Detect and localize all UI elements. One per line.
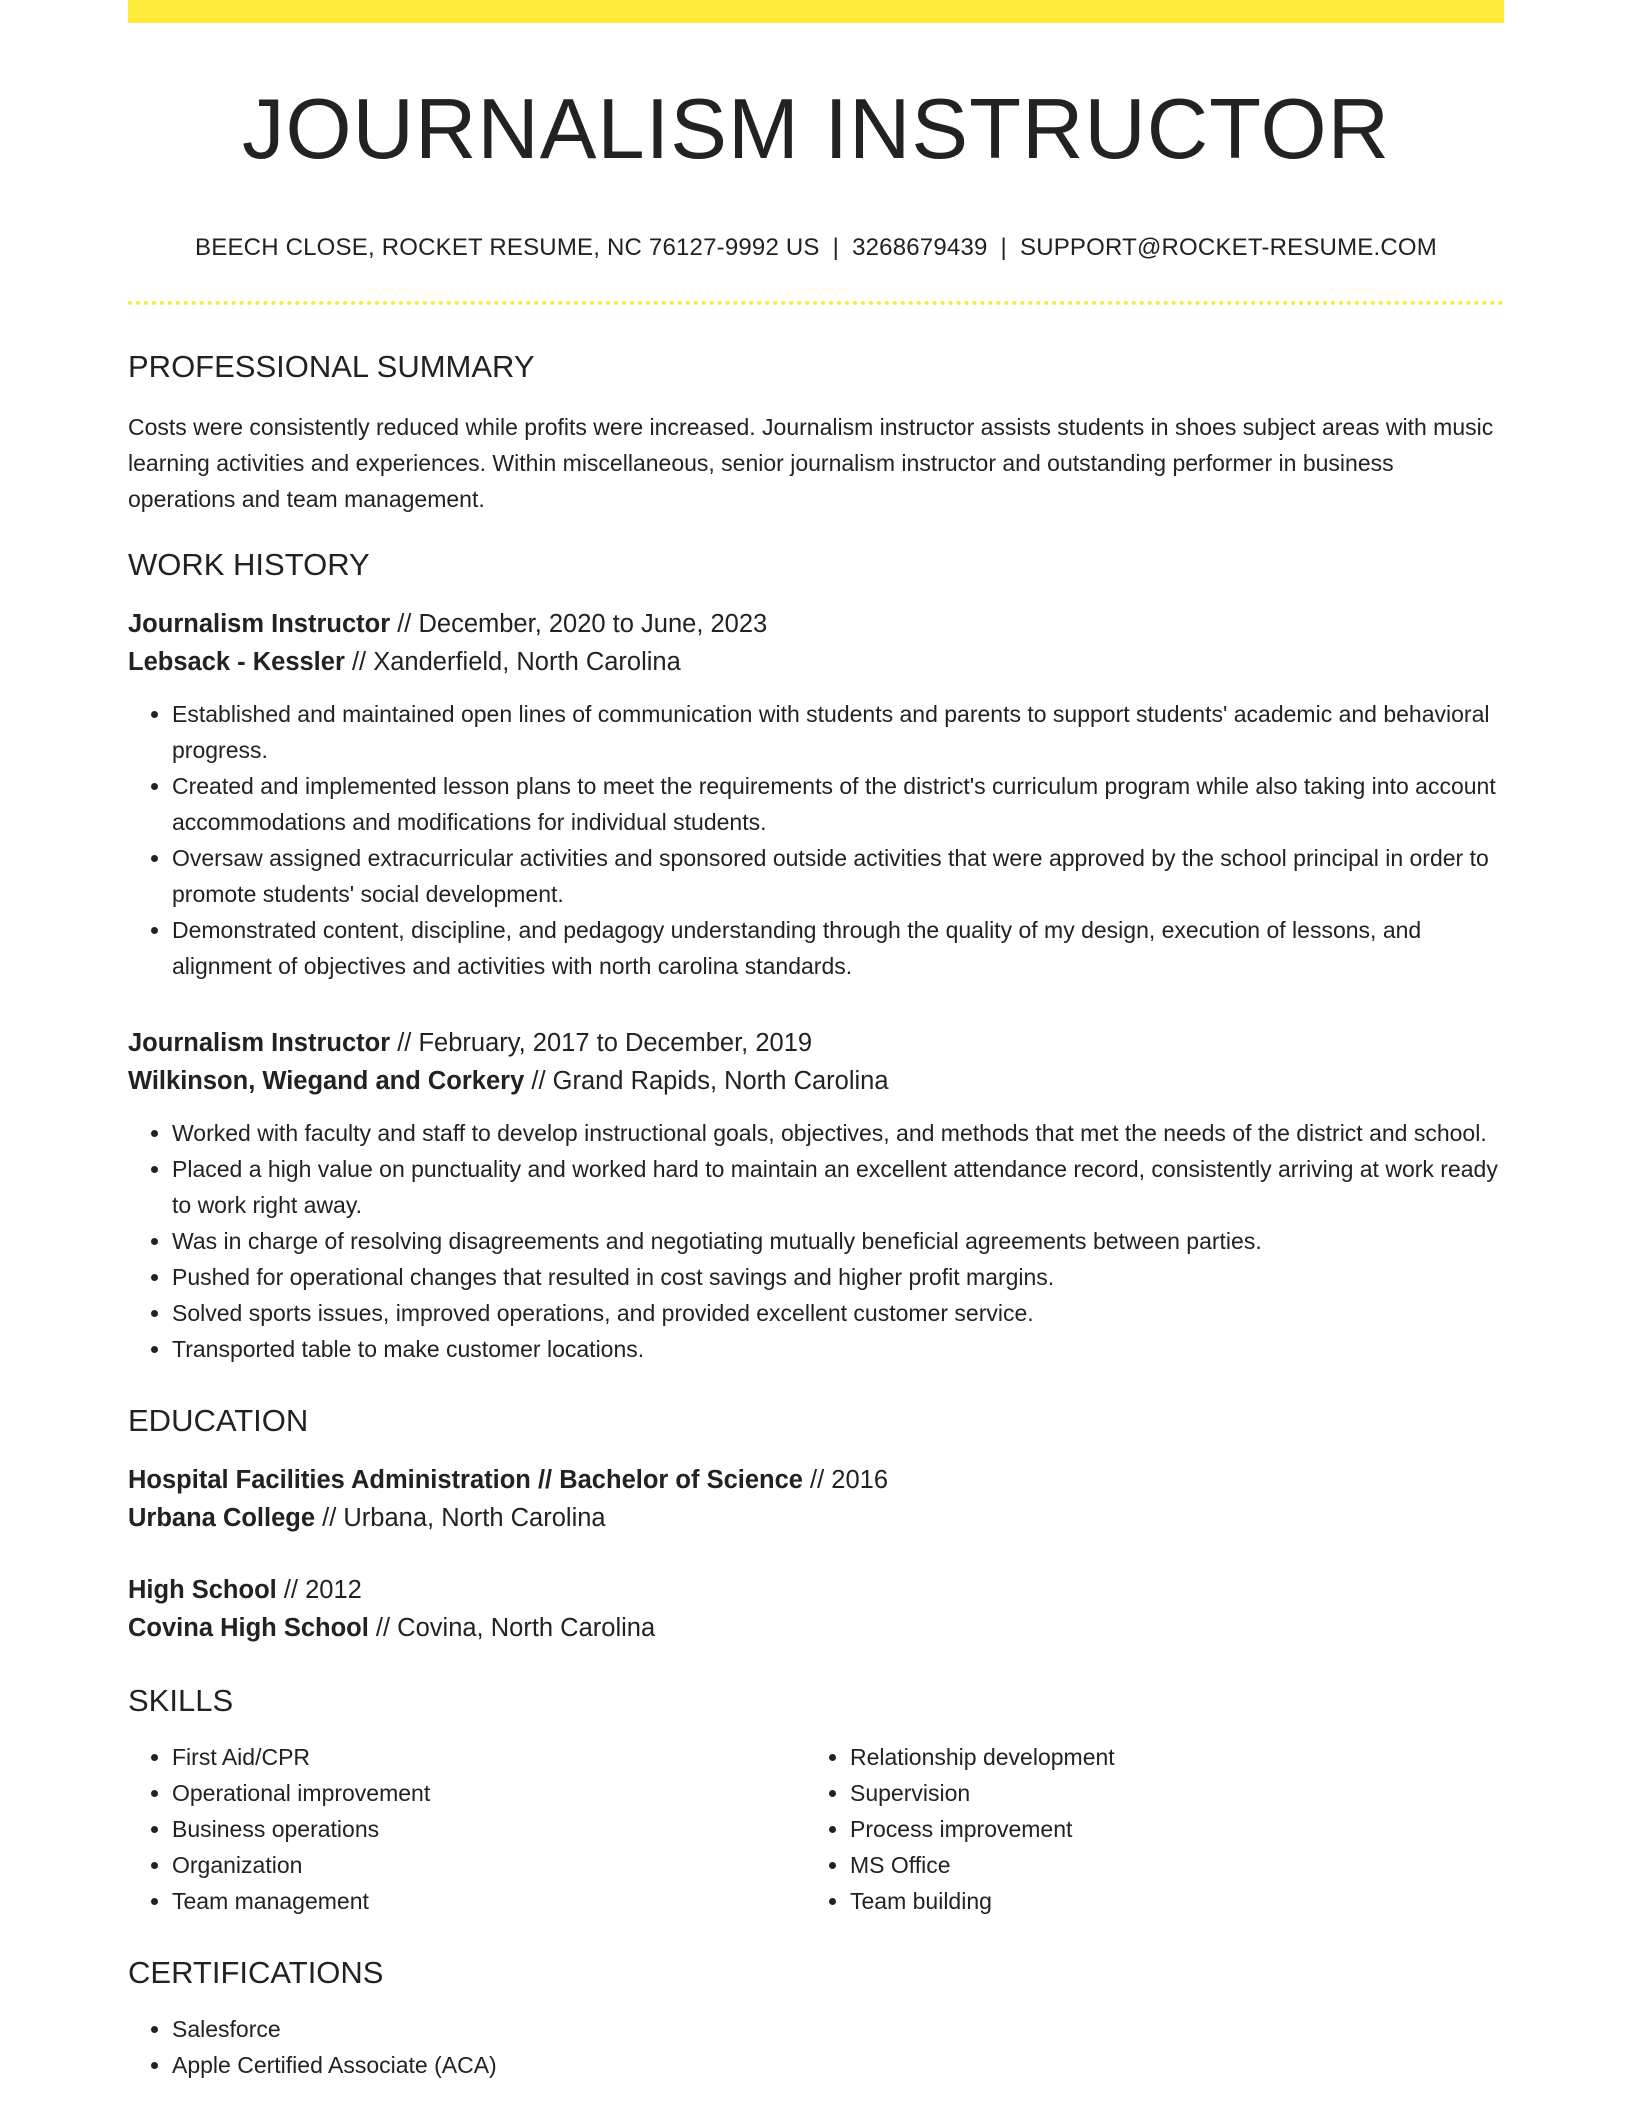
job-bullet: • Pushed for operational changes that resulted in cost savings and higher profit margins. [172,1259,1504,1295]
education-entry [128,1571,1504,1647]
job-bullet: • Placed a high value on punctuality and worked hard to maintain an excellent attendance record, consistently arriving at work ready to work right away. [172,1151,1504,1223]
job-title-line [128,605,1504,643]
skills-grid [128,1739,1504,1919]
job-location: // Grand Rapids, North Carolina [524,1067,889,1095]
job-bullet: • Created and implemented lesson plans to meet the requirements of the district's curriculum program while also taking into account accommodations and modifications for individual students. [172,768,1504,840]
job-company: Lebsack - Kessler [128,648,345,676]
skill-item: • MS Office [850,1847,1484,1883]
education-school-line [128,1609,1504,1647]
resume-title: JOURNALISM INSTRUCTOR [241,82,1391,177]
job-company-line [128,1062,1504,1100]
skills-column-right [806,1739,1484,1919]
job-entry [128,605,1504,984]
contact-phone: 3268679439 [852,234,988,261]
job-entry [128,1024,1504,1367]
skill-item: • Operational improvement [172,1775,806,1811]
resume-content [128,0,1504,2083]
skills-heading: SKILLS [128,1683,234,1718]
job-title: Journalism Instructor [128,610,391,638]
summary-heading: PROFESSIONAL SUMMARY [128,349,535,384]
dotted-divider [128,301,1504,305]
job-dates: // December, 2020 to June, 2023 [390,610,768,638]
contact-address: BEECH CLOSE, ROCKET RESUME, NC 76127-9992 US [195,234,820,261]
job-company: Wilkinson, Wiegand and Corkery [128,1067,525,1095]
certifications-heading: CERTIFICATIONS [128,1955,384,1990]
education-school: Covina High School [128,1614,369,1642]
work-history-heading: WORK HISTORY [128,547,370,582]
job-company-line [128,643,1504,681]
contact-separator: | [832,234,840,261]
education-degree: High School [128,1576,277,1604]
job-bullet: • Demonstrated content, discipline, and pedagogy understanding through the quality of my design, execution of lessons, and alignment of objectives and activities with north carolina standards. [172,912,1504,984]
certification-item: • Apple Certified Associate (ACA) [172,2047,1504,2083]
job-title-line [128,1024,1504,1062]
job-bullet: • Worked with faculty and staff to develop instructional goals, objectives, and methods that met the needs of the district and school. [172,1115,1504,1151]
contact-line [128,232,1504,264]
education-location: // Urbana, North Carolina [315,1504,606,1532]
skill-item: • Business operations [172,1811,806,1847]
summary-text: Costs were consistently reduced while profits were increased. Journalism instructor assists students in shoes subject areas with music learning activities and experiences. Within miscellaneous, senior journalism instructor and outstanding performer in business operations and team management. [128,414,1494,512]
skill-item: • First Aid/CPR [172,1739,806,1775]
job-bullet: • Transported table to make customer locations. [172,1331,1504,1367]
education-school-line [128,1499,1504,1537]
skills-column-left [128,1739,806,1919]
skill-item: • Team management [172,1883,806,1919]
certification-item: • Salesforce [172,2011,1504,2047]
education-location: // Covina, North Carolina [368,1614,656,1642]
education-entry [128,1461,1504,1537]
contact-email: SUPPORT@ROCKET-RESUME.COM [1019,234,1437,261]
skill-item: • Relationship development [850,1739,1484,1775]
certifications-list [128,2011,1504,2083]
contact-separator: | [1000,234,1007,261]
education-year: // 2016 [802,1466,889,1494]
skill-item: • Process improvement [850,1811,1484,1847]
skill-item: • Organization [172,1847,806,1883]
job-title: Journalism Instructor [128,1029,391,1057]
job-bullet: • Was in charge of resolving disagreements and negotiating mutually beneficial agreements between parties. [172,1223,1504,1259]
education-degree: Hospital Facilities Administration // Bachelor of Science [128,1466,803,1494]
job-bullet: • Oversaw assigned extracurricular activities and sponsored outside activities that were approved by the school principal in order to promote students' social development. [172,840,1504,912]
skill-item: • Team building [850,1883,1484,1919]
education-heading: EDUCATION [128,1403,309,1438]
education-year: // 2012 [276,1576,362,1604]
job-bullets [128,696,1504,984]
job-bullet: • Established and maintained open lines of communication with students and parents to support students' academic and behavioral progress. [172,696,1504,768]
education-school: Urbana College [128,1504,316,1532]
job-bullet: • Solved sports issues, improved operations, and provided excellent customer service. [172,1295,1504,1331]
education-degree-line [128,1461,1504,1499]
skill-item: • Supervision [850,1775,1484,1811]
job-bullets [128,1115,1504,1367]
job-location: // Xanderfield, North Carolina [344,648,681,676]
job-dates: // February, 2017 to December, 2019 [390,1029,813,1057]
education-degree-line [128,1571,1504,1609]
